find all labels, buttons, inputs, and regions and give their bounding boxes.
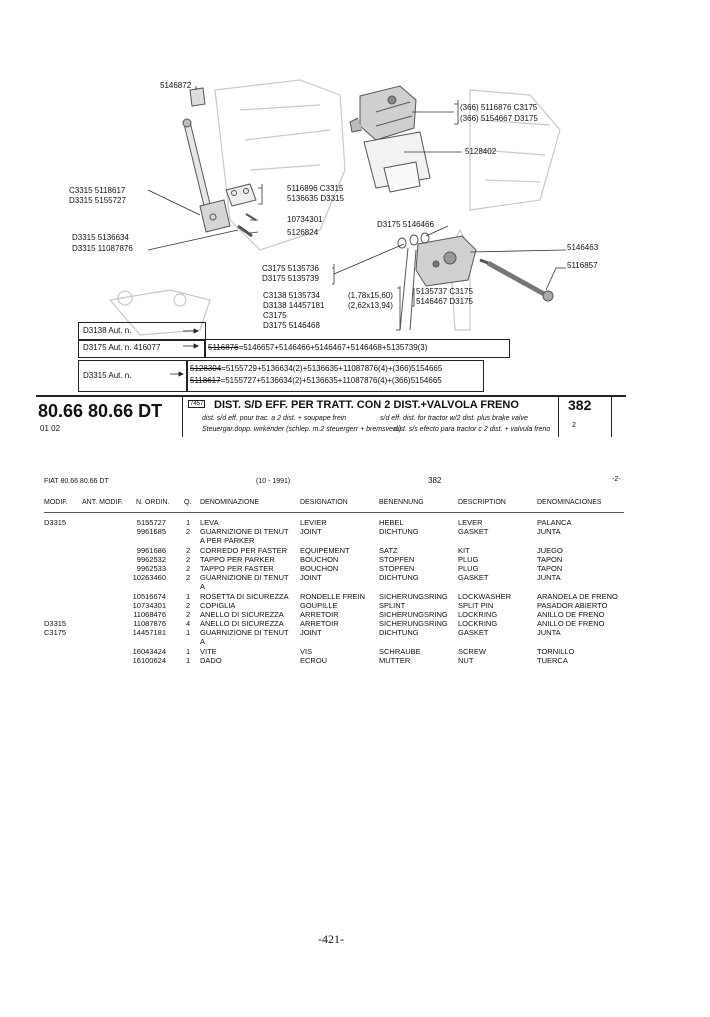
cell-fr: JOINT	[300, 527, 322, 537]
cell-it: A PER PARKER	[200, 536, 255, 546]
cell-it: ANELLO DI SICUREZZA	[200, 619, 284, 629]
cell-de: SCHRAUBE	[379, 646, 421, 656]
callout-dimension: (2,62x13,94)	[348, 301, 393, 310]
page-number: -421-	[318, 932, 344, 946]
note-box-d3315	[78, 360, 188, 392]
cell-fr: BOUCHON	[300, 554, 339, 564]
cell-de: STOPFEN	[379, 563, 415, 573]
cell-es: ANILLO DE FRENO	[537, 609, 605, 619]
cell-es: TORNILLO	[537, 646, 575, 656]
cell-mod: C3175	[44, 628, 67, 638]
model-title: 80.66 80.66 DT	[38, 401, 163, 421]
callout-part-number: 5146872	[160, 81, 192, 90]
cell-q: 1	[186, 628, 191, 638]
cell-de: MUTTER	[379, 655, 411, 665]
callout-part-number: 5126824	[287, 228, 319, 237]
cell-it: GUARNIZIONE DI TENUT	[200, 573, 289, 583]
cell-q: 2	[186, 563, 191, 573]
cell-nord: 10734301	[132, 600, 166, 610]
table-row	[44, 527, 664, 536]
section-title-de: Steuergar.dopp. wirkender (schlep. m.2 steuergerr + bremsven.)	[202, 426, 402, 433]
cell-de: SICHERUNGSRING	[379, 619, 448, 629]
list-page: -2-	[612, 476, 621, 483]
callout-part-number: (366) 5116876 C3175	[460, 103, 538, 112]
superseded-part: 5116876	[208, 343, 239, 352]
callout-part-number: D3315 5155727	[69, 196, 126, 205]
cell-fr: JOINT	[300, 573, 322, 583]
cell-it: ROSETTA DI SICUREZZA	[200, 591, 289, 601]
list-group: 382	[428, 476, 442, 485]
cell-nord: 16100624	[132, 655, 166, 665]
cell-mod: D3315	[44, 619, 67, 629]
callout-part-number: 5128402	[465, 147, 497, 156]
table-row	[44, 619, 664, 628]
cell-es: PASADOR ABIERTO	[537, 600, 608, 610]
table-row	[44, 546, 664, 555]
cell-q: 2	[186, 554, 191, 564]
cell-nord: 9961686	[136, 545, 166, 555]
table-row	[44, 573, 664, 582]
callout-part-number: C3315 5118617	[69, 186, 126, 195]
callout-part-number: D3315 5136634	[72, 233, 129, 242]
cell-q: 1	[186, 655, 191, 665]
replacement-parts: =5146657+5146466+5146467+5146468+5135739(3)	[238, 343, 428, 352]
table-row	[44, 628, 664, 637]
cell-q: 1	[186, 518, 191, 527]
table-row	[44, 564, 664, 573]
cell-q: 2	[186, 573, 191, 583]
section-code: 7457	[190, 401, 204, 407]
cell-mod: D3315	[44, 518, 67, 527]
table-row	[44, 555, 664, 564]
note-text-d3175	[204, 339, 510, 358]
cell-nord: 10516674	[132, 591, 166, 601]
cell-de: STOPFEN	[379, 554, 415, 564]
cell-de: DICHTUNG	[379, 573, 419, 583]
replacement-parts: =5155729+5136634(2)+5136635+11087876(4)+(366)5154665	[221, 364, 443, 373]
table-row	[44, 592, 664, 601]
model-sub: 01 02	[40, 424, 61, 433]
table-row	[44, 518, 664, 527]
header-rule	[44, 512, 624, 513]
cell-en: GASKET	[458, 628, 489, 638]
cell-nord: 11087876	[133, 619, 166, 629]
cell-en: SCREW	[458, 646, 486, 656]
callout-part-number: (366) 5154667 D3175	[460, 114, 538, 123]
cell-fr: VIS	[300, 646, 313, 656]
callout-part-number: D3138 14457181	[263, 301, 325, 310]
note-label: D3175 Aut. n. 416077	[83, 343, 161, 352]
cell-it: GUARNIZIONE DI TENUT	[200, 527, 289, 537]
callout-part-number: C3175 5135736	[262, 264, 319, 273]
cell-de: SICHERUNGSRING	[379, 591, 448, 601]
cell-en: PLUG	[458, 563, 479, 573]
cell-en: GASKET	[458, 573, 489, 583]
cell-es: TAPON	[537, 554, 563, 564]
cell-de: SATZ	[379, 545, 398, 555]
cell-en: GASKET	[458, 527, 489, 537]
table-header	[44, 499, 664, 509]
cell-q: 2	[186, 545, 191, 555]
note-label: D3138 Aut. n.	[83, 326, 132, 335]
col-header: BENENNUNG	[379, 499, 424, 506]
cell-q: 1	[186, 591, 191, 601]
cell-q: 1	[186, 646, 191, 656]
section-title: DIST. S/D EFF. PER TRATT. CON 2 DIST.+VALVOLA FRENO	[214, 399, 519, 411]
section-title-fr: dist. s/d eff. pour trac. a 2 dist. + soupape frein	[202, 415, 347, 422]
cell-nord: 9962533	[136, 563, 166, 573]
list-date: (10 - 1991)	[256, 478, 291, 485]
cell-it: CORREDO PER FASTER	[200, 545, 288, 555]
cell-fr: ARRETOIR	[300, 619, 339, 629]
cell-fr: ARRETOIR	[300, 609, 339, 619]
cell-nord: 9961685	[136, 527, 166, 537]
cell-fr: JOINT	[300, 628, 322, 638]
note-box-d3175	[78, 339, 206, 358]
cell-q: 2	[186, 527, 191, 537]
callout-part-number: 5135737 C3175	[416, 287, 473, 296]
callout-part-number: C3175	[263, 311, 287, 320]
cell-fr: EQUIPEMENT	[300, 545, 350, 555]
cell-nord: 9962532	[136, 554, 166, 564]
cell-it: VITE	[200, 646, 217, 656]
list-model: FIAT 80.66 80.66 DT	[44, 478, 109, 485]
cell-es: JUNTA	[537, 573, 561, 583]
callout-part-number: 5136635 D3315	[287, 194, 344, 203]
cell-it: A	[200, 582, 206, 592]
cell-de: SPLINT	[379, 600, 406, 610]
cell-es: JUNTA	[537, 527, 561, 537]
callout-part-number: D3175 5135739	[262, 274, 319, 283]
cell-en: NUT	[458, 655, 474, 665]
cell-de: DICHTUNG	[379, 628, 419, 638]
note-label: D3315 Aut. n.	[83, 371, 132, 380]
callout-part-number: 5116896 C3315	[287, 184, 344, 193]
cell-q: 2	[186, 600, 191, 610]
cell-fr: BOUCHON	[300, 563, 339, 573]
cell-q: 2	[186, 609, 191, 619]
cell-es: PALANCA	[537, 518, 572, 527]
cell-fr: ECROU	[300, 655, 328, 665]
callout-part-number: 5116857	[567, 261, 598, 270]
group-number: 382	[568, 397, 592, 413]
cell-nord: 5155727	[136, 518, 166, 527]
cell-en: PLUG	[458, 554, 479, 564]
replacement-parts: =5155727+5136634(2)+5136635+11087876(4)+(366)5154665	[220, 376, 442, 385]
note-text-d3315	[186, 360, 484, 392]
cell-it: DADO	[200, 655, 222, 665]
cell-en: KIT	[458, 545, 470, 555]
cell-nord: 10263460	[132, 573, 166, 583]
table-row	[44, 637, 664, 646]
section-title-en: s/d eff. dist. for tractor w/2 dist. plus brake valve	[380, 415, 528, 422]
col-header: DESIGNATION	[300, 499, 348, 506]
col-header: Q.	[184, 499, 192, 506]
cell-it: ANELLO DI SICUREZZA	[200, 609, 284, 619]
cell-es: JUEGO	[537, 545, 563, 555]
cell-it: GUARNIZIONE DI TENUT	[200, 628, 289, 638]
title-block-rule	[36, 395, 626, 397]
cell-it: A	[200, 637, 206, 647]
cell-de: HEBEL	[379, 518, 404, 527]
superseded-part: 5118617	[190, 376, 221, 385]
col-header: DENOMINACIONES	[537, 499, 602, 506]
cell-de: DICHTUNG	[379, 527, 419, 537]
cell-de: SICHERUNGSRING	[379, 609, 448, 619]
callout-part-number: D3175 5146468	[263, 321, 320, 330]
cell-it: COPIGLIA	[200, 600, 236, 610]
callout-dimension: (1,78x15,60)	[348, 291, 393, 300]
col-header: DESCRIPTION	[458, 499, 506, 506]
cell-en: LOCKWASHER	[458, 591, 512, 601]
cell-es: TAPON	[537, 563, 563, 573]
cell-es: ARANDELA DE FRENO	[537, 591, 618, 601]
cell-es: TUERCA	[537, 655, 568, 665]
table-row	[44, 536, 664, 545]
cell-nord: 11068476	[133, 609, 166, 619]
parts-table	[44, 518, 664, 665]
table-row	[44, 610, 664, 619]
superseded-part: 5128304	[190, 364, 222, 373]
table-row	[44, 647, 664, 656]
cell-nord: 16043424	[132, 646, 166, 656]
cell-en: LEVER	[458, 518, 483, 527]
cell-it: TAPPO PER PARKER	[200, 554, 275, 564]
col-header: DENOMINAZIONE	[200, 499, 260, 506]
cell-q: 4	[186, 619, 191, 629]
cell-en: SPLIT PIN	[458, 600, 494, 610]
callout-part-number: 10734301	[287, 215, 323, 224]
cell-nord: 14457181	[132, 628, 166, 638]
cell-es: ANILLO DE FRENO	[537, 619, 605, 629]
callout-part-number: D3175 5146466	[377, 220, 434, 229]
cell-en: LOCKRING	[458, 619, 498, 629]
section-title-es: dist. s/s efecto para tractor c 2 dist. + valvula freno	[394, 426, 551, 433]
col-header: ANT. MODIF.	[82, 499, 123, 506]
cell-it: TAPPO PER FASTER	[200, 563, 274, 573]
table-row	[44, 656, 664, 665]
cell-en: LOCKRING	[458, 609, 498, 619]
cell-fr: LEVIER	[300, 518, 327, 527]
callout-part-number: 5146463	[567, 243, 599, 252]
callout-part-number: D3315 11087876	[72, 244, 133, 253]
cell-es: JUNTA	[537, 628, 561, 638]
cell-it: LEVA	[200, 518, 219, 527]
callout-part-number: 5146467 D3175	[416, 297, 473, 306]
col-header: N. ORDIN.	[136, 499, 170, 506]
cell-fr: GOUPILLE	[300, 600, 338, 610]
col-header: MODIF.	[44, 499, 68, 506]
cell-fr: RONDELLE FREIN	[300, 591, 366, 601]
group-sub: 2	[572, 422, 576, 429]
divider	[182, 395, 183, 437]
table-row	[44, 601, 664, 610]
table-row	[44, 582, 664, 591]
callout-part-number: C3138 5135734	[263, 291, 320, 300]
